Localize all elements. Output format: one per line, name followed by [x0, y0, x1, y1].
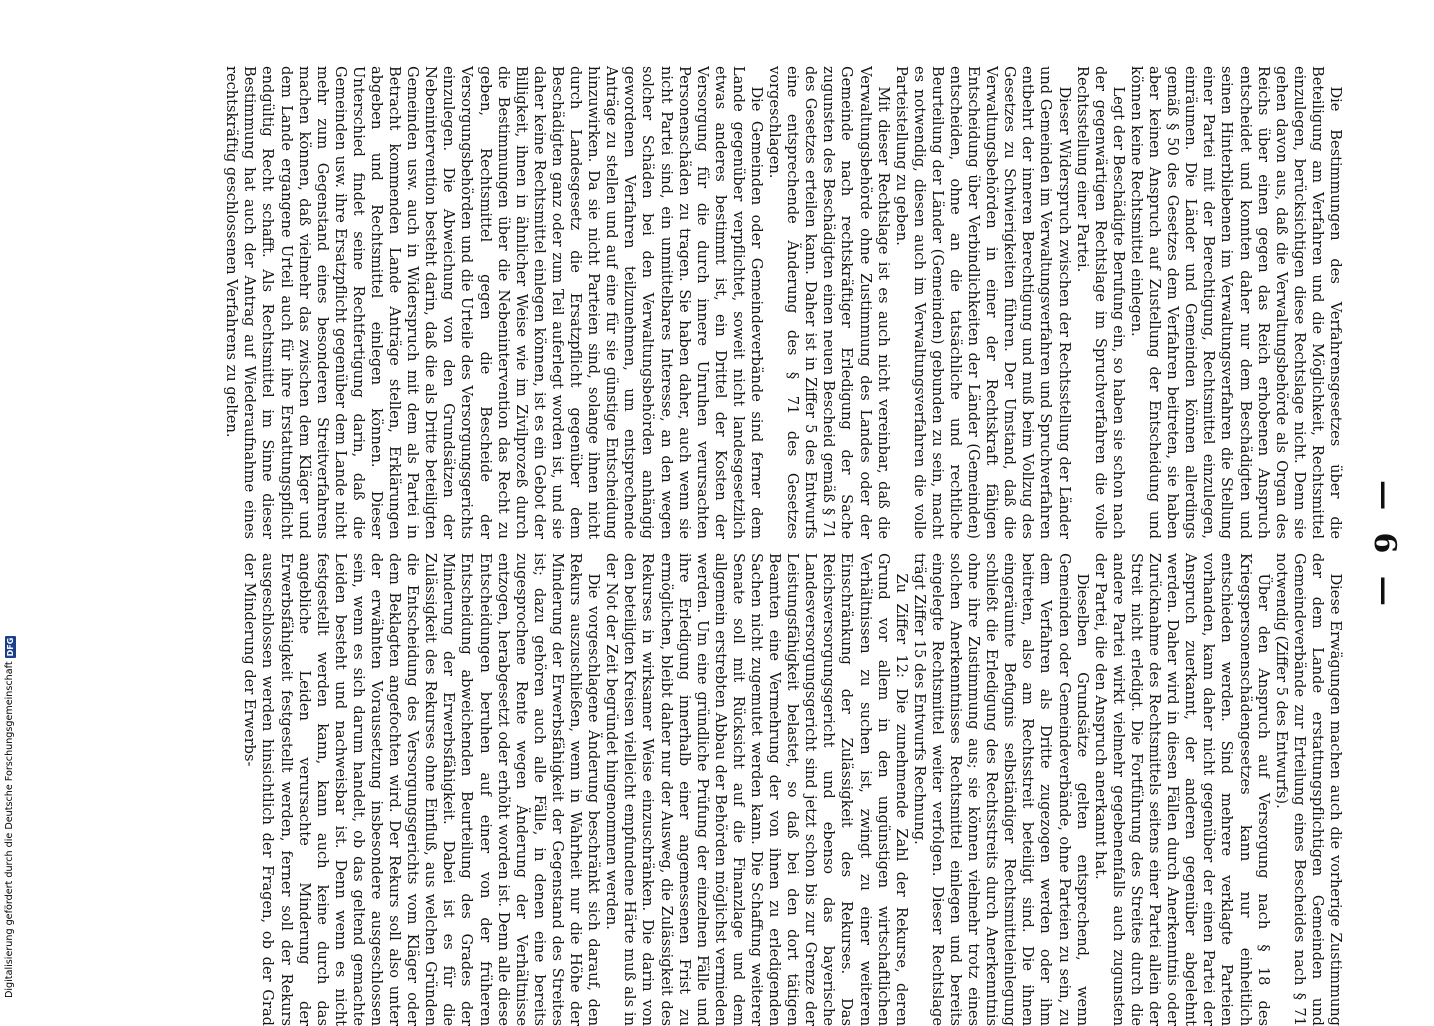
- digitization-footer: [2, 0, 18, 1000]
- scanned-page: [94, 66, 1414, 1026]
- dfg-logo-icon: DFG: [5, 637, 15, 657]
- footer-caption: Digitalisierung gefördert durch die Deutsche Forschungsgemeinschaft: [4, 661, 15, 998]
- paragraph: Diese Erwägungen machen auch die vorherige Zustimmung der dem Lande erstattungspflichtigen Gemeinden und Gemeindeverbände zur Erteilung eines Bescheides nach § 71 notwendig (Ziffer 5 des Entwurfs).: [1272, 553, 1344, 1026]
- paragraph: Die vorgeschlagene Änderung beschränkt sich darauf, den Rekurs auszuschließen, wenn in Wahrheit nur die Höhe der Minderung der Erwerbsfähigkeit der Gegenstand des Streites ist; dazu gehören auch alle Fälle, in denen eine bereits zugesprochene Rente wegen Änderung der Verhältnisse entzogen, herabgesetzt oder erhöht worden ist. Denn alle diese Entscheidungen beruhen auf einer von der früheren Entscheidung abweichenden Beurteilung des Grades der Minderung der Erwerbsfähigkeit. Dabei ist es für die Zulässigkeit des Rekurses ohne Einfluß, aus welchen Gründen die Entscheidung des Versorgungsgerichts vom Kläger oder dem Beklagten angefochten wird. Der Rekurs soll also unter der erwähnten Voraussetzung insbesondere ausgeschlossen sein, wenn es sich darum handelt, ob das geltend gemachte Leiden besteht und nachweisbar ist. Denn wenn es nicht festgestellt werden kann, kann auch keine durch das angebliche Leiden verursachte Minderung der Erwerbsfähigkeit festgestellt werden, ferner soll der Rekurs ausgeschlossen werden hinsichtlich der Fragen, ob der Grad der Minderung der Erwerbs-: [241, 553, 603, 1026]
- paragraph: Mit dieser Rechtslage ist es auch nicht vereinbar, daß die Verwaltungsbehörde ohne Zustimmung des Landes oder der Gemeinde nach rechtskräftiger Erledigung der Sache zugunsten des Beschädigten einen neuen Bescheid gemäß § 71 des Gesetzes erteilen kann. Daher ist in Ziffer 5 des Entwurfs eine entsprechende Änderung des § 71 des Gesetzes vorgeschlagen.: [766, 66, 892, 539]
- paragraph: Legt der Beschädigte Berufung ein, so haben sie schon nach der gegenwärtigen Rechtslage im Spruchverfahren die volle Rechtsstellung einer Partei.: [1073, 66, 1127, 539]
- text-columns: [99, 66, 1344, 1026]
- paragraph: Zu Ziffer 12: Die zunehmende Zahl der Rekurse, deren Grund vor allem in den ungünstigen wirtschaftlichen Verhältnissen zu suchen ist, zwingt zu einer weiteren Einschränkung der Zulässigkeit des Rekurses. Das Reichsversorgungsgericht und ebenso das bayerische Landesversorgungsgericht sind jetzt schon bis zur Grenze der Leistungsfähigkeit belastet, so daß bei den dort tätigen Beamten eine Vermehrung der von ihnen zu erledigenden Sachen nicht zugemutet werden kann. Die Schaffung weiterer Senate soll mit Rücksicht auf die Finanzlage und dem allgemein erstrebten Abbau der Behörden möglichst vermieden werden. Um eine gründliche Prüfung der einzelnen Fälle und ihre Erledigung innerhalb einer angemessenen Frist zu ermöglichen, bleibt daher nur der Ausweg, die Zulässigkeit des Rekurses in wirksamer Weise einzuschränken. Die darin von den beteiligten Kreisen vielleicht empfundene Härte muß als in der Not der Zeit begründet hingenommen werden.: [603, 553, 910, 1026]
- paragraph: Über den Anspruch auf Versorgung nach § 18 des Kriegspersonenschädengesetzes kann nur einheitlich entschieden werden. Sind mehrere verklagte Parteien vorhanden, kann daher nicht gegenüber der einen Partei der Anspruch zuerkannt, der anderen gegenüber abgelehnt werden. Daher wird in diesen Fällen durch Anerkenntnis oder Zurücknahme des Rechtsmittels seitens einer Partei allein der Streit nicht erledigt. Die Fortführung des Streites durch die andere Partei wirkt vielmehr gegebenenfalls auch zugunsten der Partei, die den Anspruch anerkannt hat.: [1091, 553, 1272, 1026]
- footer-text-row: [3, 636, 17, 998]
- paragraph: Die Bestimmungen des Verfahrensgesetzes über die Beteiligung am Verfahren und die Möglichkeit, Rechtsmittel einzulegen, berücksichtigen diese Rechtslage nicht. Denn sie gehen davon aus, daß die Verwaltungsbehörde als Organ des Reichs über einen gegen das Reich erhobenen Anspruch entscheidet und konnten daher nur dem Beschädigten und seinen Hinterbliebenen im Verwaltungsverfahren die Stellung einer Partei mit der Berechtigung, Rechtsmittel einzulegen, einräumen. Die Länder und Gemeinden können allerdings gemäß § 50 des Gesetzes dem Verfahren beitreten, sie haben aber keinen Anspruch auf Zustellung der Entscheidung und können keine Rechtsmittel einlegen.: [1127, 66, 1344, 539]
- left-column: [99, 66, 1344, 539]
- paragraph: Dieser Widerspruch zwischen der Rechtsstellung der Länder und Gemeinden im Verwaltungsverfahren und Spruchverfahren entbehrt der inneren Berechtigung und muß beim Vollzug des Gesetzes zu Schwierigkeiten führen. Der Umstand, daß die Verwaltungsbehörden in einer der Rechtskraft fähigen Entscheidung über Verbindlichkeiten der Länder (Gemeinden) entscheiden, ohne an die tatsächliche und rechtliche Beurteilung der Länder (Gemeinden) gebunden zu sein, macht es notwendig, diesen auch im Verwaltungsverfahren die volle Parteistellung zu geben.: [892, 66, 1073, 539]
- page-number: — 6 —: [1367, 480, 1403, 612]
- right-column: [99, 553, 1344, 1026]
- paragraph: Die Gemeinden oder Gemeindeverbände sind ferner dem Lande gegenüber verpflichtet, soweit nicht landesgesetzlich etwas anderes bestimmt ist, ein Drittel der Kosten der Versorgung für die durch innere Unruhen verursachten Personenschäden zu tragen. Sie haben daher, auch wenn sie nicht Partei sind, ein unmittelbares Interesse, an den wegen solcher Schäden bei den Verwaltungsbehörden anhängig gewordenen Verfahren teilzunehmen, um entsprechende Anträge zu stellen und auf eine für sie günstige Entscheidung hinzuwirken. Da sie nicht Parteien sind, solange ihnen nicht durch Landesgesetz die Ersatzpflicht gegenüber dem Beschädigten ganz oder zum Teil auferlegt worden ist, und sie daher keine Rechtsmittel einlegen können, ist es ein Gebot der Billigkeit, ihnen in ähnlicher Weise wie im Zivilprozeß durch die Bestimmungen über die Nebenintervention das Recht zu geben, Rechtsmittel gegen die Bescheide der Versorgungsbehörden und die Urteile des Versorgungsgerichts einzulegen. Die Abweichung von den Grundsätzen der Nebenintervention besteht darin, daß die als Dritte beteiligten Gemeinden usw. auch in Widerspruch mit dem als Partei in Betracht kommenden Lande Anträge stellen, Erklärungen abgeben und Rechtsmittel einlegen können. Dieser Unterschied findet seine Rechtfertigung darin, daß die Gemeinden usw. ihre Ersatzpflicht gegenüber dem Lande nicht mehr zum Gegenstand eines besonderen Streitverfahrens machen können, daß vielmehr das zwischen dem Kläger und dem Lande ergangene Urteil auch für ihre Erstattungspflicht endgültig Recht schafft. Als Rechtsmittel im Sinne dieser Bestimmung hat auch der Antrag auf Wiederaufnahme eines rechtskräftig geschlossenen Verfahrens zu gelten.: [223, 66, 765, 539]
- paragraph: Dieselben Grundsätze gelten entsprechend, wenn Gemeinden oder Gemeindeverbände, ohne Parteien zu sein, zu dem Verfahren als Dritte zugezogen werden oder ihm beitreten, also am Rechtsstreit beteiligt sind. Die ihnen eingeräumte Befugnis selbständiger Rechtsmitteleinlegung schließt die Erledigung des Rechtsstreits durch Anerkenntnis ohne ihre Zustimmung aus; sie können vielmehr trotz eines solchen Anerkenntnisses Rechtsmittel einlegen und bereits eingelegte Rechtsmittel weiter verfolgen. Dieser Rechtslage trägt Ziffer 15 des Entwurfs Rechnung.: [910, 553, 1091, 1026]
